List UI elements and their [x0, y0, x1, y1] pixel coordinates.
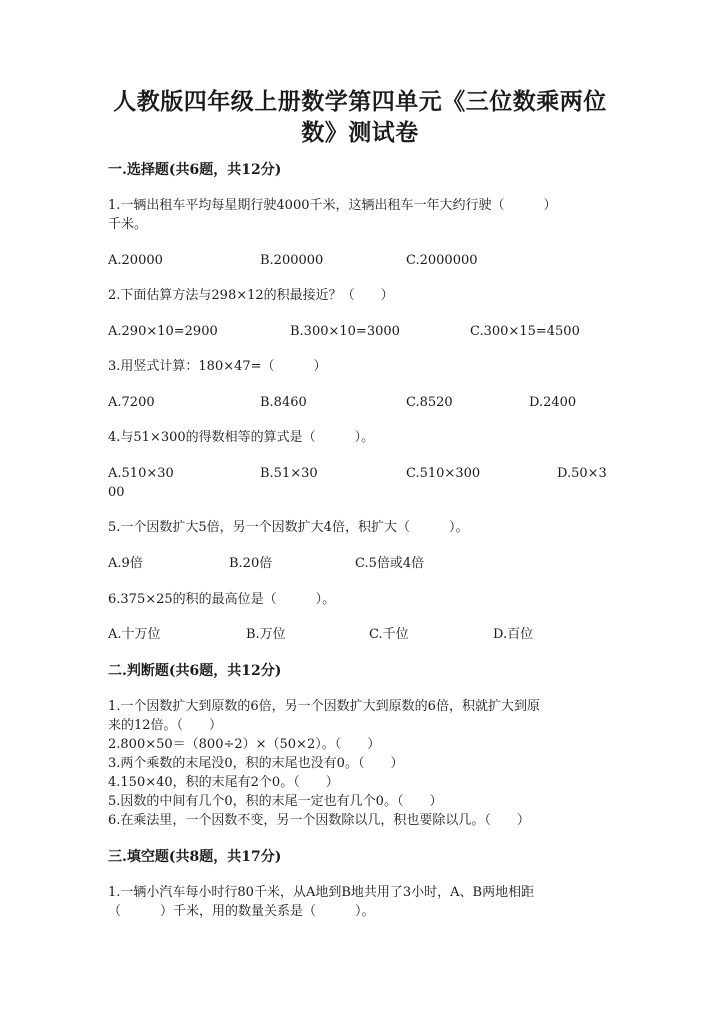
option-b: B.万位 — [246, 627, 286, 642]
option-a: A.20000 — [108, 253, 163, 268]
option-c: C.510×300 — [406, 466, 481, 481]
option-c: C.千位 — [369, 627, 409, 642]
section-heading-choice: 一.选择题(共6题，共12分) — [108, 162, 282, 178]
option-c: C.8520 — [406, 395, 453, 410]
option-d-wrap: 00 — [108, 485, 125, 500]
section-heading-judgment: 二.判断题(共6题，共12分) — [108, 663, 282, 679]
question-text: 5.一个因数扩大5倍，另一个因数扩大4倍，积扩大（ ）。 — [108, 520, 469, 535]
judgment-text: 来的12倍。（ ） — [108, 718, 223, 733]
option-d: D.50×3 — [557, 466, 607, 481]
option-d: D.百位 — [493, 627, 534, 642]
option-b: B.51×30 — [260, 466, 318, 481]
judgment-text: 1.一个因数扩大到原数的6倍，另一个因数扩大到原数的6倍，积就扩大到原 — [108, 699, 540, 714]
title-line-1: 人教版四年级上册数学第四单元《三位数乘两位 — [113, 88, 607, 115]
section-heading-fill: 三.填空题(共8题，共17分) — [108, 849, 282, 865]
option-b: B.200000 — [260, 253, 324, 268]
option-a: A.十万位 — [108, 627, 161, 642]
option-c: C.5倍或4倍 — [355, 556, 425, 571]
question-text: 千米。 — [108, 217, 148, 232]
option-b: B.300×10=3000 — [290, 324, 400, 339]
question-text: 4.与51×300的得数相等的算式是（ ）。 — [108, 430, 375, 445]
question-text: 2.下面估算方法与298×12的积最接近？（ ） — [108, 288, 394, 303]
judgment-text: 5.因数的中间有几个0，积的末尾一定也有几个0。（ ） — [108, 794, 443, 809]
judgment-text: 2.800×50＝（800÷2）×（50×2）。（ ） — [108, 737, 381, 752]
fill-text: （ ）千米，用的数量关系是（ ）。 — [108, 904, 375, 919]
title-line-2: 数》测试卷 — [301, 119, 419, 146]
option-a: A.7200 — [108, 395, 155, 410]
option-a: A.290×10=2900 — [108, 324, 218, 339]
judgment-text: 4.150×40，积的末尾有2个0。（ ） — [108, 775, 339, 790]
option-a: A.510×30 — [108, 466, 174, 481]
option-c: C.2000000 — [406, 253, 478, 268]
fill-text: 1.一辆小汽车每小时行80千米，从A地到B地共用了3小时，A、B两地相距 — [108, 885, 535, 900]
judgment-text: 6.在乘法里，一个因数不变，另一个因数除以几，积也要除以几。（ ） — [108, 813, 530, 828]
option-b: B.8460 — [260, 395, 307, 410]
page-title — [100, 86, 620, 148]
option-d: D.2400 — [529, 395, 577, 410]
option-c: C.300×15=4500 — [470, 324, 580, 339]
option-a: A.9倍 — [108, 556, 143, 571]
question-text: 1.一辆出租车平均每星期行驶4000千米，这辆出租车一年大约行驶（ ） — [108, 198, 557, 213]
judgment-text: 3.两个乘数的末尾没0，积的末尾也没有0。（ ） — [108, 756, 404, 771]
question-text: 6.375×25的积的最高位是（ ）。 — [108, 592, 336, 607]
option-b: B.20倍 — [229, 556, 273, 571]
question-text: 3.用竖式计算：180×47=（ ） — [108, 359, 327, 374]
